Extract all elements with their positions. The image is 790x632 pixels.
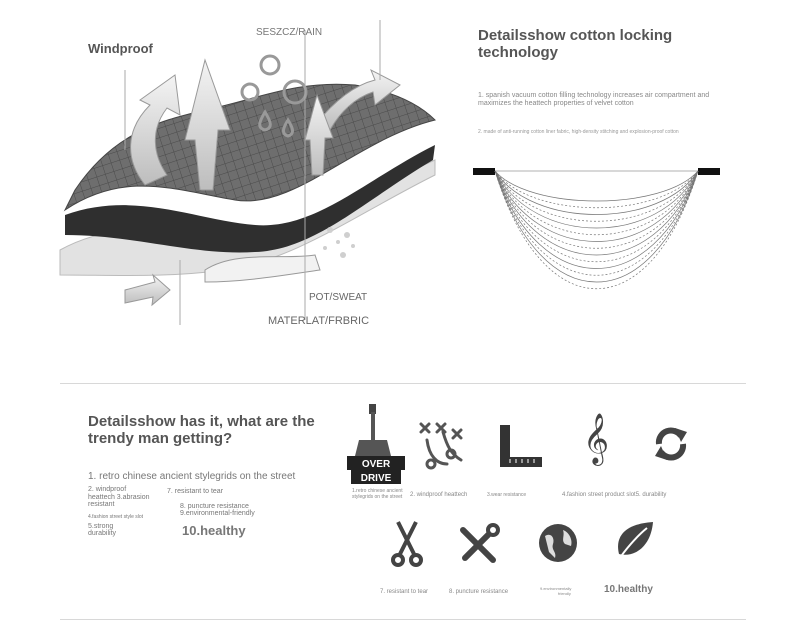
guitar-logo-text-line2: DRIVE bbox=[360, 473, 392, 484]
refresh-icon bbox=[651, 424, 691, 464]
icon-caption-1-line2: stylegrids on the street bbox=[352, 494, 403, 500]
feature-item-5-line1: 5.strong bbox=[88, 523, 114, 530]
sweat-label: POT/SWEAT bbox=[309, 292, 368, 303]
leaf-icon bbox=[613, 520, 655, 564]
section-divider-bottom bbox=[60, 619, 746, 620]
feature-item-2-line3: resistant bbox=[88, 501, 115, 508]
feature-item-1: 1. retro chinese ancient stylegrids on the street bbox=[88, 471, 296, 482]
guitar-icon bbox=[345, 404, 407, 486]
feature-item-10: 10.healthy bbox=[182, 523, 246, 538]
wire-curve bbox=[495, 171, 698, 215]
windproof-label: Windproof bbox=[88, 41, 153, 56]
wire-curve bbox=[495, 171, 698, 289]
material-label: MATERLAT/FRBRIC bbox=[268, 315, 370, 327]
play-diagram-icon bbox=[417, 420, 467, 470]
ruler-icon bbox=[498, 423, 544, 469]
guitar-logo-text-line1: OVER bbox=[361, 459, 391, 470]
treble-clef-icon: 𝄞 bbox=[583, 413, 610, 464]
icon-caption-8: 8. puncture resistance bbox=[449, 589, 509, 595]
feature-item-2-line1: 2. windproof bbox=[88, 486, 127, 493]
wire-curve bbox=[495, 171, 698, 275]
section-divider-top bbox=[60, 383, 746, 384]
feature-item-5-line2: durability bbox=[88, 530, 117, 537]
feature-item-4: 4.fashion street style slot bbox=[88, 514, 144, 520]
locking-title-line2: technology bbox=[478, 44, 559, 61]
icon-caption-3: 3.wear resistance bbox=[487, 492, 527, 498]
icon-caption-9-line2: friendly bbox=[558, 591, 571, 596]
fabric-layers-diagram bbox=[55, 20, 455, 340]
wire-curve bbox=[495, 171, 698, 201]
feature-item-8: 8. puncture resistance bbox=[180, 503, 249, 510]
wire-curve bbox=[495, 171, 698, 269]
locking-desc1-line2: maximizes the heattech properties of velvet cotton bbox=[478, 100, 634, 107]
globe-icon bbox=[537, 522, 579, 564]
icon-caption-7: 7. resistant to tear bbox=[380, 589, 429, 595]
wire-curve bbox=[495, 171, 698, 235]
feature-item-2-line2: heattech 3.abrasion bbox=[88, 494, 150, 501]
tools-icon bbox=[455, 522, 501, 568]
feature-item-9: 9.environmental-friendly bbox=[180, 510, 255, 517]
wire-curve bbox=[495, 171, 698, 262]
icon-caption-2: 2. windproof heattech bbox=[410, 492, 468, 498]
locking-desc2: 2. made of anti-running cotton liner fabric, high-density stitching and explosion-proof cotton bbox=[478, 129, 679, 135]
icon-caption-1-line1: 1.retro chinese ancient bbox=[352, 488, 403, 494]
locking-title-line1: Detailsshow cotton locking bbox=[478, 27, 673, 44]
feature-item-7: 7. resistant to tear bbox=[167, 488, 224, 495]
icon-caption-9-line1: 9.environmentally bbox=[540, 586, 572, 591]
scissors-icon bbox=[390, 520, 424, 568]
cotton-locking-diagram bbox=[470, 160, 730, 340]
wire-curve bbox=[495, 171, 698, 255]
icon-caption-4: 4.fashion street product slot5. durability bbox=[562, 492, 667, 498]
features-title-line2: trendy man getting? bbox=[88, 430, 233, 447]
wire-curve bbox=[495, 171, 698, 282]
rain-label: SESZCZ/RAIN bbox=[256, 27, 323, 38]
icon-caption-10: 10.healthy bbox=[604, 584, 653, 595]
features-title-line1: Detailsshow has it, what are the bbox=[88, 413, 315, 430]
locking-desc1-line1: 1. spanish vacuum cotton filling technology increases air compartment and bbox=[478, 92, 710, 99]
wire-curve bbox=[495, 171, 698, 228]
